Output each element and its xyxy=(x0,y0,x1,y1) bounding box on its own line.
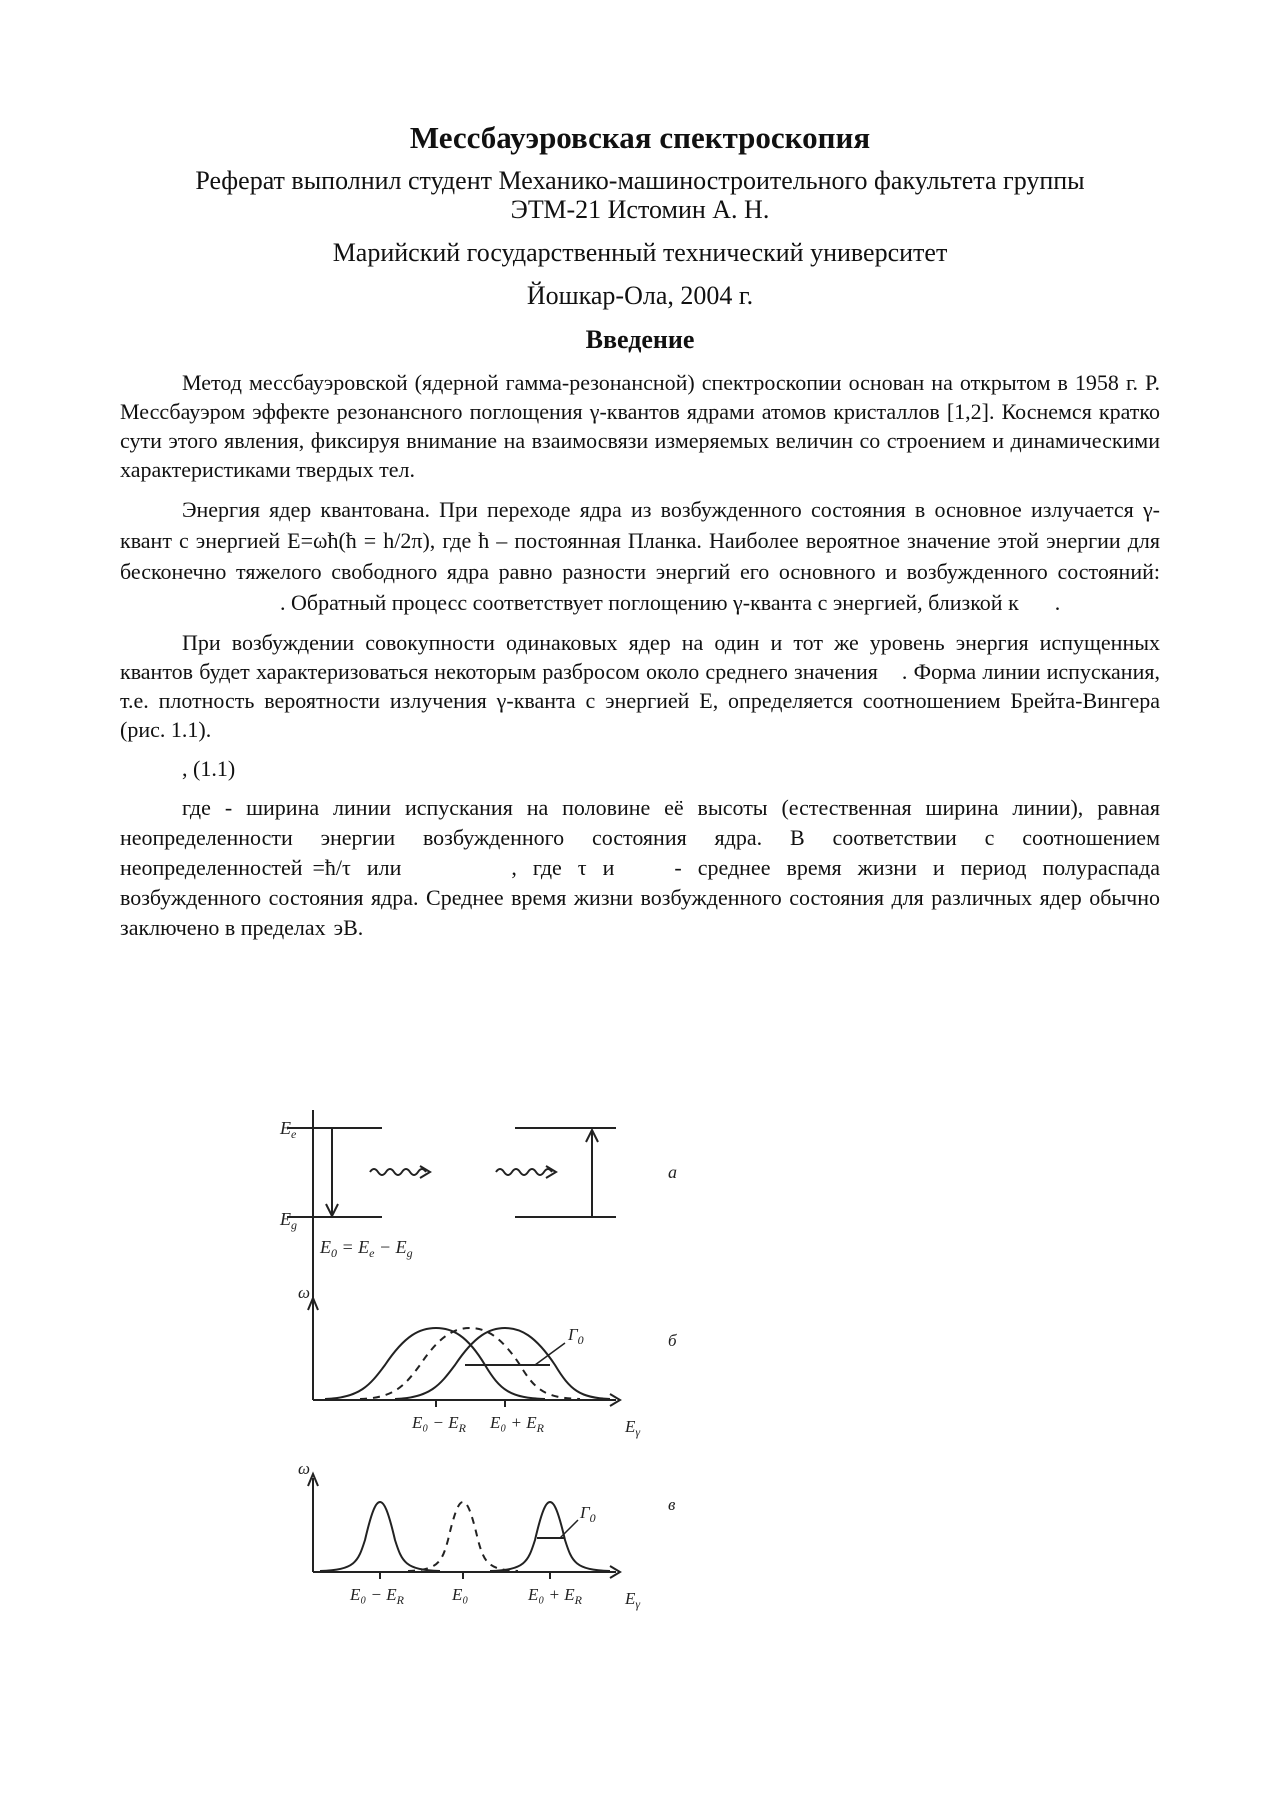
city-year: Йошкар-Ола, 2004 г. xyxy=(526,281,754,310)
axis-x-label-c: $E_\gamma$ xyxy=(625,1589,641,1611)
curve-dashed-c xyxy=(408,1502,518,1571)
paragraph-2 xyxy=(120,494,1160,618)
panel-letter-c: в xyxy=(668,1495,676,1514)
axis-y-label-b: ω xyxy=(298,1283,311,1302)
panel-c xyxy=(308,1474,620,1579)
paragraph-4-part-b: - ширина линии испускания на половине её высоты (естественная ширина линии), равная неопределенности энергии возбужденного состояния ядра. В соответствии с соотношением неопределенностей xyxy=(120,795,1160,880)
document-content xyxy=(120,118,1160,953)
axis-x-label-b: $E_\gamma$ xyxy=(625,1417,641,1439)
paragraph-1: Метод мессбауэровской (ядерной гамма-резонансной) спектроскопии основан на открытом в 1958 г. Р. Мессбауэром эффекте резонансного поглощения γ-квантов ядрами атомов кристаллов [1,2]. Коснемся кратко сути этого явления, фиксируя внимание на взаимосвязи измеряемых величин со строением и динамическими характеристиками твердых тел. xyxy=(120,370,1160,482)
paragraph-2-part-a: Энергия ядер квантована. При переходе ядра из возбужденного состояния в основное излучается γ-квант с энергией E=ωħ(ħ = h/2π), где ħ – постоянная Планка. Наиболее вероятное значение этой энергии для бесконечно тяжелого свободного ядра равно разности энергий его основного и возбужденного состояний: xyxy=(120,497,1160,584)
section-title: Введение xyxy=(585,325,695,354)
paragraph-4-part-f: эВ. xyxy=(333,915,364,940)
figure-svg xyxy=(180,1110,780,1640)
formula-reference: , (1.1) xyxy=(182,756,236,781)
paragraph-2-part-c: . xyxy=(1054,590,1061,615)
gamma-label-c: $\Gamma_0$ xyxy=(580,1503,596,1525)
page-title: Мессбауэровская спектроскопия xyxy=(409,120,871,155)
paragraph-4 xyxy=(120,793,1160,943)
author-line-2: ЭТМ-21 Истомин А. Н. xyxy=(510,195,770,224)
paragraph-4-part-d: , где τ и xyxy=(511,855,615,880)
gamma-label-b: $\Gamma_0$ xyxy=(568,1325,584,1347)
wavy-photon-right xyxy=(496,1169,552,1175)
tick-label-b1: $E_0 - E_R$ xyxy=(412,1413,466,1435)
panel-b-labels xyxy=(298,1283,677,1439)
panel-a-labels xyxy=(279,1118,677,1260)
tick-label-b2: $E_0 + E_R$ xyxy=(490,1413,544,1435)
paragraph-3-part-a: При возбуждении совокупности одинаковых ядер на один и тот же уровень энергия испущенных квантов будет характеризоваться некоторым разбросом около среднего значения xyxy=(120,630,1160,684)
author-line-1: Реферат выполнил студент Механико-машиностроительного факультета группы xyxy=(195,166,1085,195)
tick-label-c1: $E_0 - E_R$ xyxy=(350,1585,404,1607)
paragraph-4-part-e: - среднее время жизни и период полураспада возбужденного состояния ядра. Среднее время жизни возбужденного состояния для различных ядер обычно заключено в пределах xyxy=(120,855,1160,940)
panel-a xyxy=(287,1128,616,1217)
paragraph-2-part-b: . Обратный процесс соответствует поглощению γ-кванта с энергией, близкой к xyxy=(280,590,1019,615)
paragraph-3 xyxy=(120,628,1160,744)
tick-label-c2: E₀ xyxy=(452,1585,469,1604)
university-name: Марийский государственный технический университет xyxy=(332,238,948,267)
paragraph-3-part-b: . Форма линии испускания, т.е. плотность вероятности излучения γ-кванта с энергией Е, определяется соотношением Брейта-Вингера (рис. 1.1). xyxy=(120,659,1160,742)
curve-emission-c xyxy=(320,1502,440,1571)
axis-y-label-c: ω xyxy=(298,1459,311,1478)
label-Ee: $E_e$ xyxy=(280,1118,297,1141)
tick-label-c3: $E_0 + E_R$ xyxy=(528,1585,582,1607)
paragraph-4-part-a: где xyxy=(182,795,211,820)
figure-1-1 xyxy=(180,1110,780,1640)
panel-letter-b: б xyxy=(668,1331,677,1350)
label-Eg: $E_g$ xyxy=(280,1209,297,1232)
panel-b xyxy=(308,1110,620,1407)
wavy-photon-left xyxy=(370,1169,426,1175)
panel-c-labels xyxy=(298,1459,676,1611)
equation-E0: $E_0 = E_e - E_g$ xyxy=(320,1237,413,1260)
curve-dashed-b xyxy=(360,1328,580,1399)
panel-letter-a: a xyxy=(668,1162,677,1182)
paragraph-4-part-c: =ħ/τ или xyxy=(312,855,402,880)
